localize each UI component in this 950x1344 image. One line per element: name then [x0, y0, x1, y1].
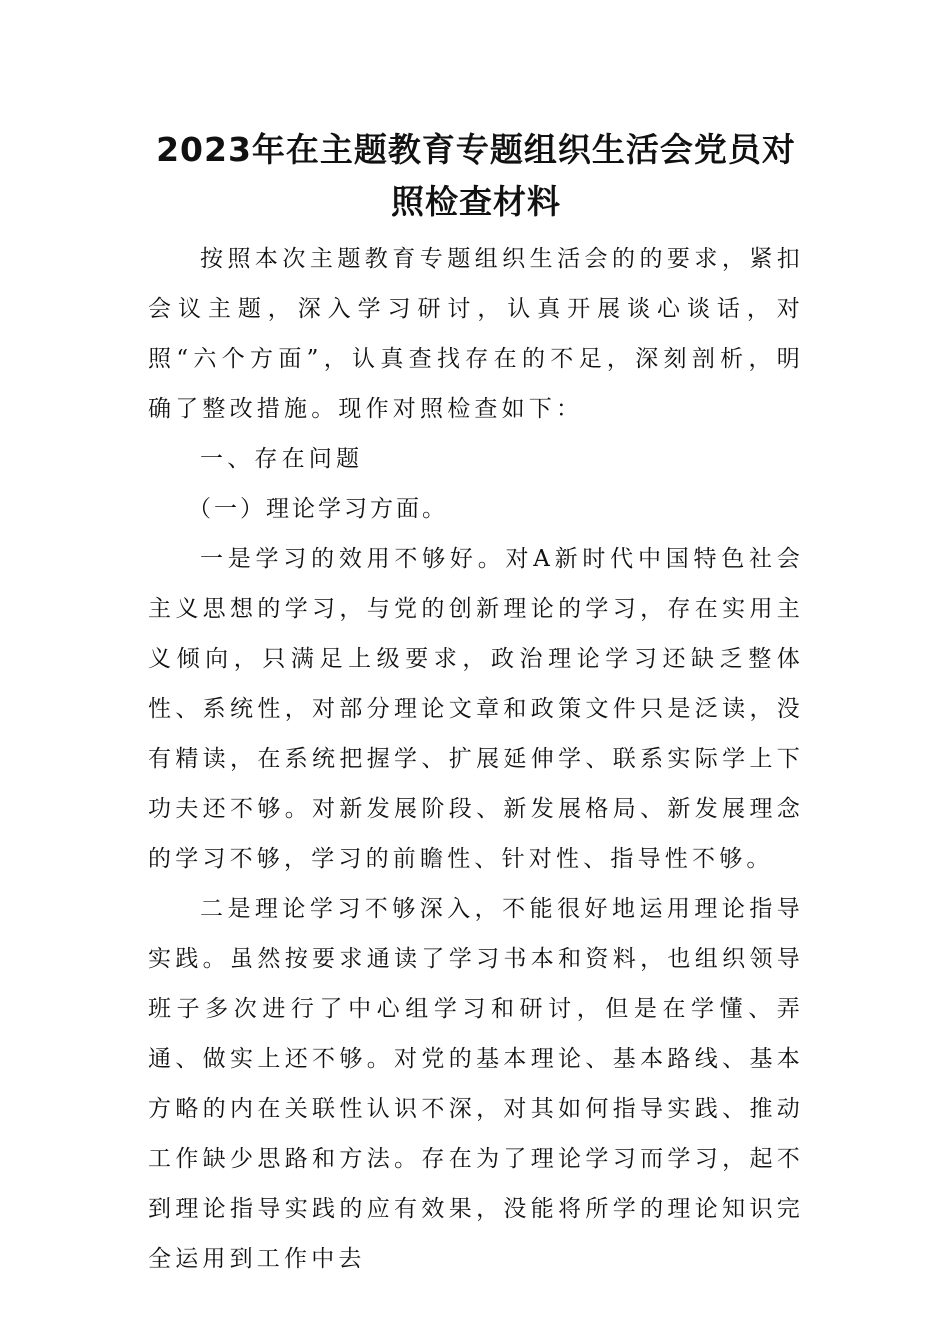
title-line-2: 照检查材料	[391, 182, 561, 221]
point-two-paragraph: 二是理论学习不够深入，不能很好地运用理论指导实践。虽然按要求通读了学习书本和资料，也组织领导班子多次进行了中心组学习和研讨，但是在学懂、弄通、做实上还不够。对党的基本理论、基本路线、基本方略的内在关联性认识不深，对其如何指导实践、推动工作缺少思路和方法。存在为了理论学习而学习，起不到理论指导实践的应有效果，没能将所学的理论知识完全运用到工作中去	[148, 896, 804, 1272]
document-page	[148, 124, 804, 1284]
intro-paragraph: 按照本次主题教育专题组织生活会的的要求，紧扣会议主题，深入学习研讨，认真开展谈心谈话，对照“六个方面”，认真查找存在的不足，深刻剖析，明确了整改措施。现作对照检查如下：	[148, 246, 804, 422]
document-title	[148, 124, 804, 228]
section-heading-problems: 一、存在问题	[200, 446, 364, 472]
subsection-heading-theory: （一）理论学习方面。	[188, 496, 448, 522]
point-one-paragraph: 一是学习的效用不够好。对A新时代中国特色社会主义思想的学习，与党的创新理论的学习，存在实用主义倾向，只满足上级要求，政治理论学习还缺乏整体性、系统性，对部分理论文章和政策文件只是泛读，没有精读，在系统把握学、扩展延伸学、联系实际学上下功夫还不够。对新发展阶段、新发展格局、新发展理念的学习不够，学习的前瞻性、针对性、指导性不够。	[148, 546, 804, 872]
title-line-1: 2023年在主题教育专题组织生活会党员对	[156, 130, 796, 169]
